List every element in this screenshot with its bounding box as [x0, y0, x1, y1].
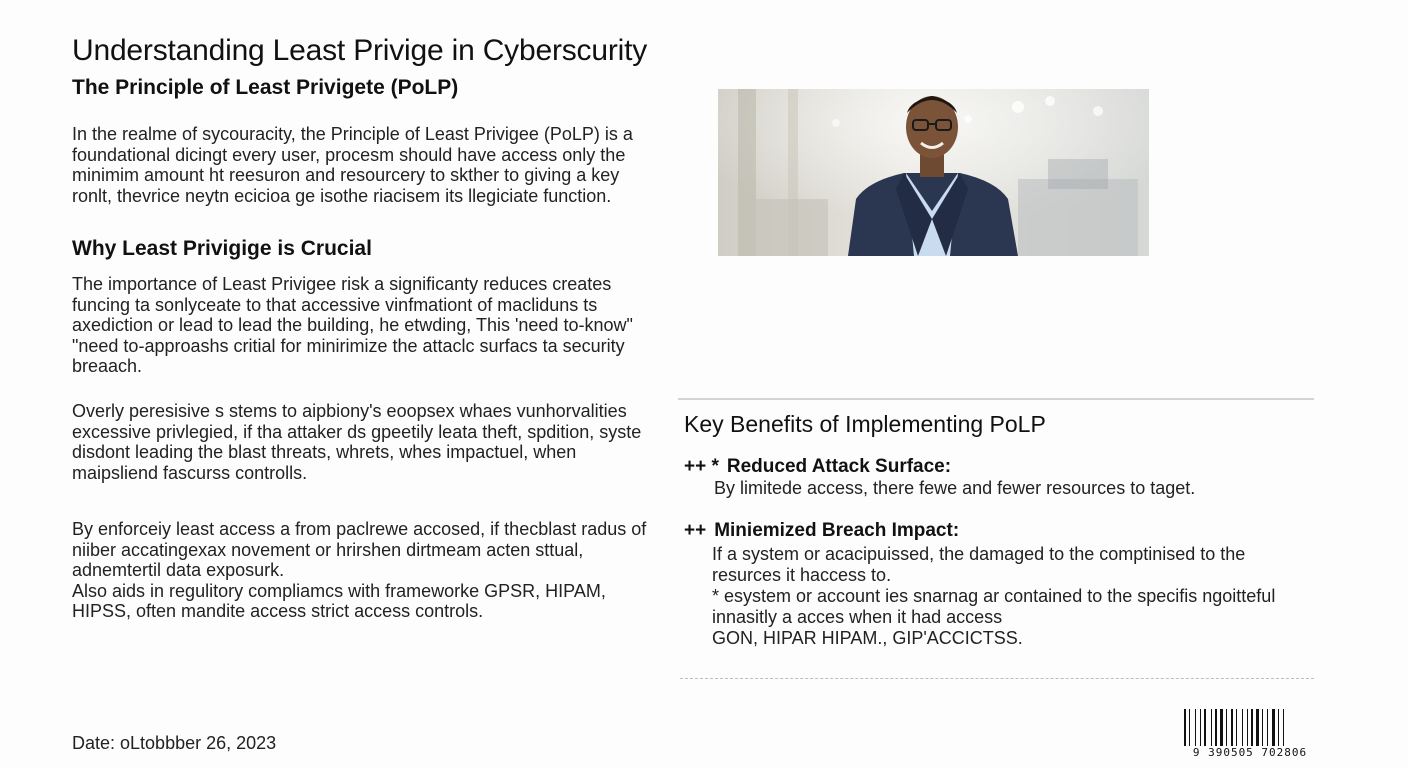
document-title: Understanding Least Privige in Cyberscurity [72, 34, 648, 68]
benefits-heading: Key Benefits of Implementing PoLP [684, 411, 1046, 437]
benefit-item-title [684, 456, 951, 478]
barcode-bar [1204, 709, 1206, 749]
why-paragraph-2: Overly peresisive s stems to aipbiony's eoopsex whaes vunhorvalities excessive privlegied, if tha attaker ds gpeetily leata theft, spdition, syste disdont leading the blast threats, whrets, whes impactuel, when maipsliend fascurss controlls. [72, 401, 642, 483]
portrait-image [718, 89, 1149, 256]
benefit-description [714, 478, 1314, 499]
why-paragraph-1: The importance of Least Privigee risk a significanty reduces creates funcing ta sonlyceate to that accessive vinfmationt of macliduns ts axediction or lead to lead the building, he etwding, This 'need to-know" "need to-approashs critial for minirimize the attaclc surfacs ta security breaach. [72, 274, 633, 376]
benefit-description-line: If a system or acacipuissed, the damaged to the comptinised to the resurces it haccess to. [712, 544, 1246, 585]
bullet-marker: ++ * [684, 456, 719, 477]
barcode-bar [1231, 709, 1233, 749]
barcode-bar [1247, 709, 1248, 749]
barcode-bar [1184, 709, 1186, 749]
barcode-number: 9 390505 702806 [1182, 746, 1318, 759]
enforcement-paragraph-1: By enforceiy least access a from paclrewe accosed, if thecblast radus of niiber accatingexax novement or hrirshen dirtmeam acten sttual, adnemtertil data exposurk. [72, 519, 647, 580]
barcode-bar [1189, 709, 1190, 749]
benefit-title-reduced-attack-surface: Reduced Attack Surface: [726, 456, 952, 477]
portrait-photo [718, 89, 1149, 256]
barcode-bar [1226, 709, 1227, 749]
barcode-bar [1200, 709, 1201, 749]
benefit-item-title [684, 520, 959, 542]
dashed-divider [680, 678, 1314, 679]
barcode-bar [1272, 709, 1275, 749]
enforcement-paragraph-2: Also aids in regulitory compliamcs with frameworke GPSR, HIPAM, HIPSS, often mandite access strict access controls. [72, 580, 606, 621]
section-heading-why: Why Least Privigige is Crucial [72, 237, 372, 260]
barcode-bar [1278, 709, 1279, 749]
barcode-bar [1220, 709, 1223, 749]
enforcement-block [72, 519, 662, 622]
section-heading-polp: The Principle of Least Privigete (PoLP) [72, 76, 459, 99]
barcode-bar [1215, 709, 1217, 749]
barcode-bar [1267, 709, 1268, 749]
barcode-bar [1251, 709, 1253, 749]
barcode-bar [1236, 709, 1237, 749]
intro-paragraph: In the realme of sycouracity, the Principle of Least Privigee (PoLP) is a foundational dicingt every user, procesm should have access only the minimim amount ht reesuron and resourcery to skther to giving a key ronlt, thevrice neytn ecicioa ge isothe riacisem its llegiciate function. [72, 124, 633, 206]
bullet-marker: ++ [684, 520, 707, 541]
benefit-title-minimized-breach-impact: Miniemized Breach Impact: [714, 520, 960, 541]
barcode-bar [1256, 709, 1259, 749]
barcode-bar [1211, 709, 1212, 749]
barcode-bar [1242, 709, 1243, 749]
barcode-bar [1195, 709, 1196, 749]
benefit-description-line: By limitede access, there fewe and fewer resources to taget. [714, 478, 1196, 498]
section-divider [678, 398, 1314, 400]
barcode-bar [1283, 709, 1284, 749]
benefit-description-line: GON, HIPAR HIPAM., GIP'ACCICTSS. [712, 628, 1023, 648]
benefit-description [712, 544, 1312, 649]
barcode-bar [1262, 709, 1263, 749]
benefit-description-line: * esystem or account ies snarnag ar contained to the specifis ngoitteful innasitly a acces when it had access [712, 586, 1276, 627]
document-date: Date: oLtobbber 26, 2023 [72, 733, 277, 753]
